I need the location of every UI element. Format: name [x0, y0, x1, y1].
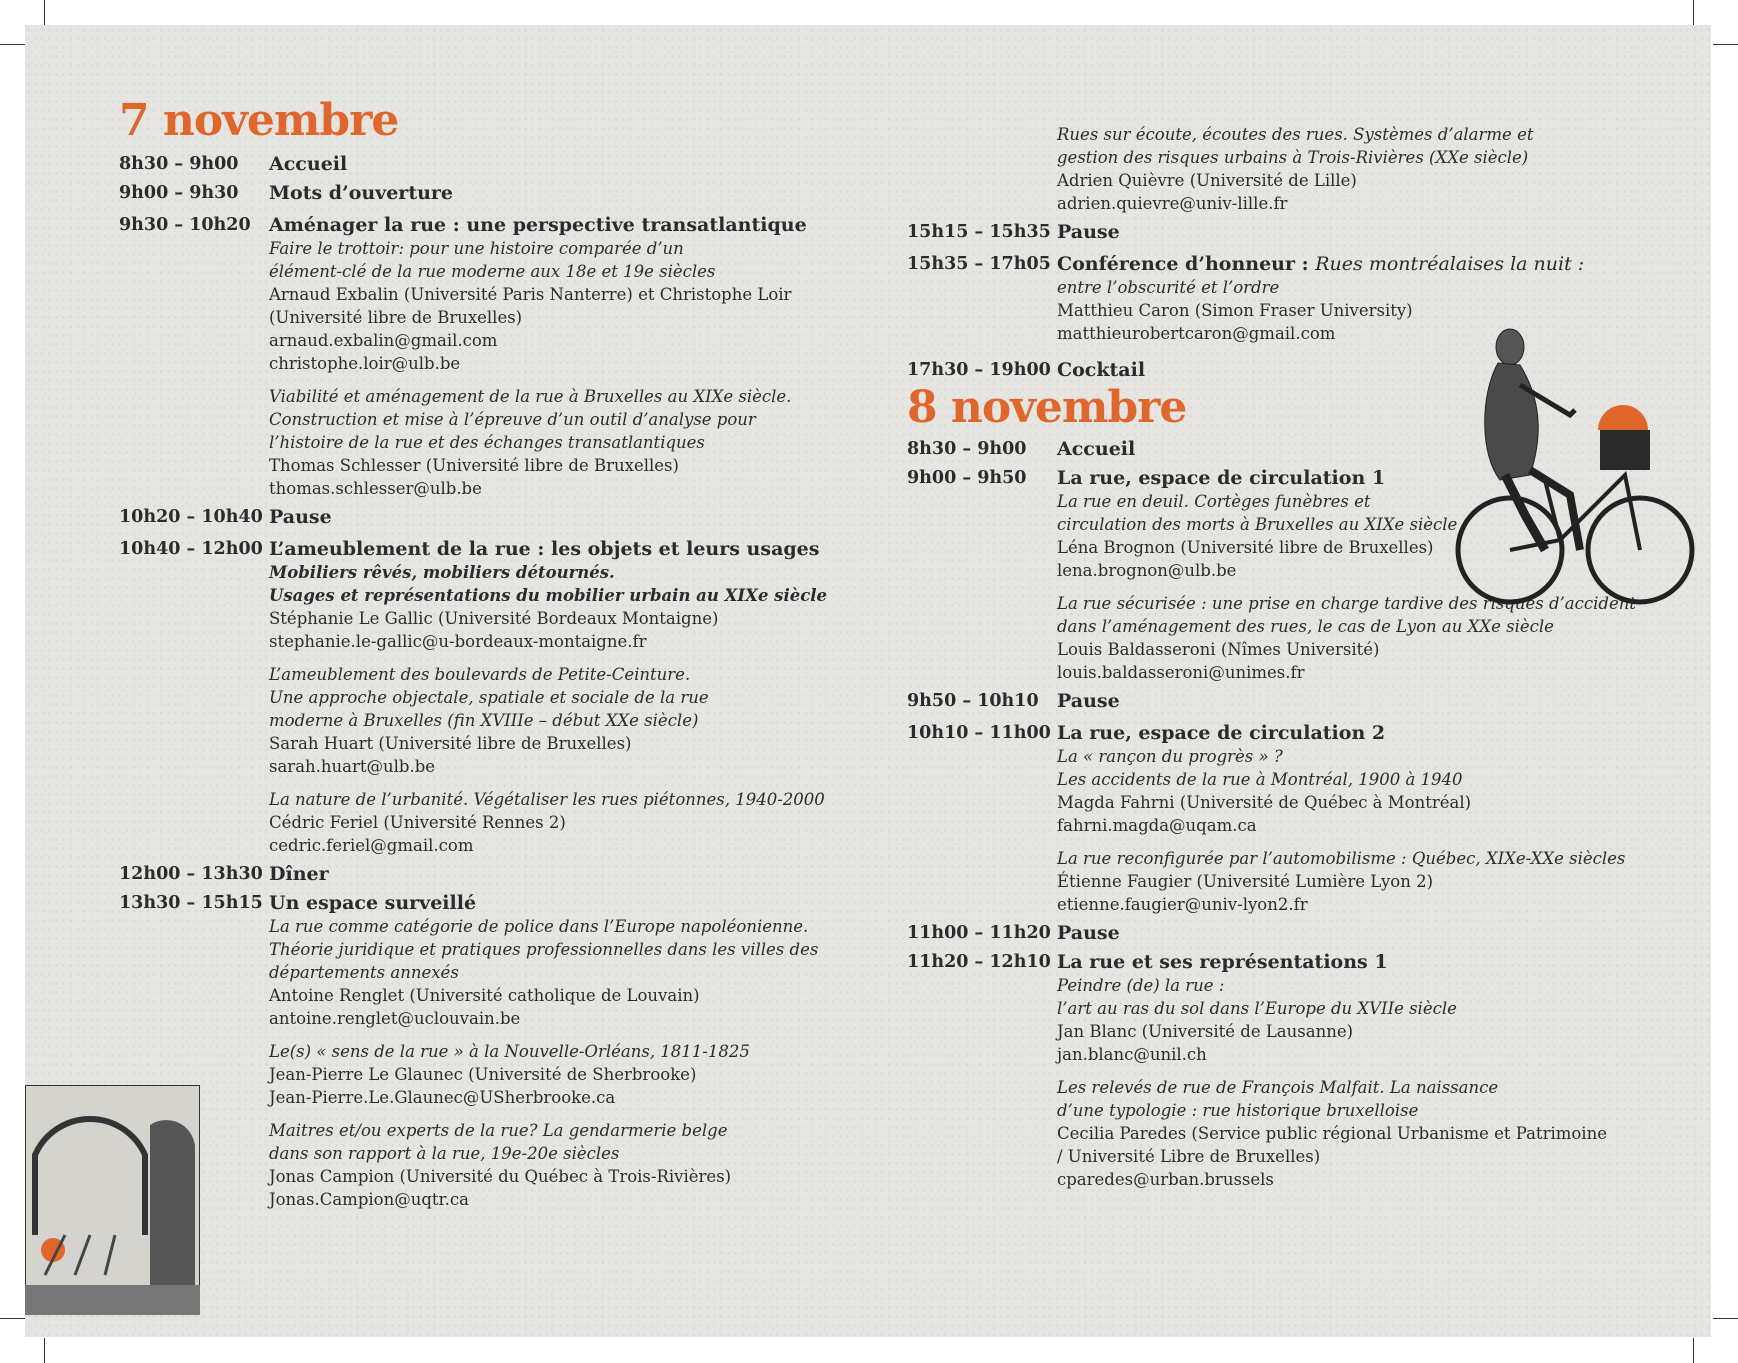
session-row	[119, 214, 839, 500]
speaker: Sarah Huart (Université libre de Bruxelles)	[269, 734, 632, 754]
talk-title: La rue en deuil. Cortèges funèbres et	[1057, 492, 1371, 512]
talk-title: circulation des morts à Bruxelles au XIXe siècle	[1057, 515, 1458, 535]
speaker: Cecilia Paredes (Service public régional Urbanisme et Patrimoine	[1057, 1124, 1607, 1144]
talk-title: dans son rapport à la rue, 19e-20e siècles	[269, 1144, 620, 1164]
session-title: Un espace surveillé	[269, 892, 477, 915]
speaker: Thomas Schlesser (Université libre de Bruxelles)	[269, 456, 679, 476]
talk-entry	[269, 1040, 839, 1109]
crop-mark	[1693, 1338, 1694, 1363]
email-link[interactable]: christophe.loir@ulb.be	[269, 354, 461, 374]
speaker: Jan Blanc (Université de Lausanne)	[1057, 1022, 1354, 1042]
session-time: 10h20 – 10h40	[119, 507, 263, 528]
talk-title: Faire le trottoir: pour une histoire comparée d’un	[269, 239, 684, 259]
session-row	[907, 951, 1687, 1191]
crop-mark	[44, 0, 45, 25]
speaker: Étienne Faugier (Université Lumière Lyon 2)	[1057, 872, 1434, 892]
talk-title: Rues sur écoute, écoutes des rues. Systèmes d’alarme et	[1057, 125, 1534, 144]
session-title: Pause	[269, 506, 332, 529]
email-link[interactable]: jan.blanc@unil.ch	[1057, 1045, 1207, 1065]
session-row	[119, 538, 839, 857]
talk-title: l’art au ras du sol dans l’Europe du XVIIe siècle	[1057, 999, 1457, 1019]
email-link[interactable]: cedric.feriel@gmail.com	[269, 836, 474, 856]
session-time: 11h20 – 12h10	[907, 952, 1051, 973]
session-title: La rue, espace de circulation 1	[1057, 467, 1386, 490]
email-link[interactable]: lena.brognon@ulb.be	[1057, 561, 1237, 581]
talk-title: La rue sécurisée : une prise en charge tardive des risques d’accident	[1057, 594, 1636, 614]
talk-title: Viabilité et aménagement de la rue à Bruxelles au XIXe siècle.	[269, 387, 792, 407]
session-title: Dîner	[269, 863, 329, 886]
talk-title: Peindre (de) la rue :	[1057, 976, 1225, 996]
email-link[interactable]: thomas.schlesser@ulb.be	[269, 479, 482, 499]
session-row	[907, 722, 1687, 916]
email-link[interactable]: arnaud.exbalin@gmail.com	[269, 331, 498, 351]
session-row	[907, 123, 1687, 215]
session-time: 9h50 – 10h10	[907, 691, 1039, 712]
talk-title: Les accidents de la rue à Montréal, 1900 à 1940	[1057, 770, 1463, 790]
session-row	[119, 182, 839, 205]
session-time: 9h00 – 9h50	[907, 468, 1027, 489]
session-time: 9h30 – 10h20	[119, 215, 251, 236]
session-time: 8h30 – 9h00	[907, 439, 1027, 460]
talk-entry	[1057, 974, 1687, 1066]
cyclist-illustration	[1450, 305, 1700, 625]
talk-title: La « rançon du progrès » ?	[1057, 747, 1283, 767]
crop-mark	[0, 1318, 25, 1319]
speaker: / Université Libre de Bruxelles)	[1057, 1147, 1321, 1167]
crop-mark	[1713, 44, 1738, 45]
session-title: Cocktail	[1057, 359, 1146, 381]
session-title: Mots d’ouverture	[269, 182, 454, 205]
email-link[interactable]: adrien.quievre@univ-lille.fr	[1057, 194, 1288, 213]
session-time: 15h35 – 17h05	[907, 254, 1051, 274]
talk-title: élément-clé de la rue moderne aux 18e et 19e siècles	[269, 262, 716, 282]
speaker: Stéphanie Le Gallic (Université Bordeaux Montaigne)	[269, 609, 719, 629]
talk-title: dans l’aménagement des rues, le cas de Lyon au XXe siècle	[1057, 617, 1554, 637]
email-link[interactable]: etienne.faugier@univ-lyon2.fr	[1057, 895, 1308, 915]
talk-title: Théorie juridique et pratiques professionnelles dans les villes des	[269, 940, 819, 960]
session-time: 11h00 – 11h20	[907, 923, 1051, 944]
etching-illustration	[25, 1085, 200, 1315]
session-time: 12h00 – 13h30	[119, 864, 263, 885]
talk-title: départements annexés	[269, 963, 459, 983]
talk-entry	[1057, 745, 1687, 837]
speaker: Cédric Feriel (Université Rennes 2)	[269, 813, 566, 833]
session-time: 13h30 – 15h15	[119, 893, 263, 914]
session-row	[907, 690, 1687, 713]
session-title-label: Conférence d’honneur :	[1057, 253, 1309, 275]
talk-entry	[1057, 847, 1687, 916]
email-link[interactable]: louis.baldasseroni@unimes.fr	[1057, 663, 1305, 683]
talk-title: moderne à Bruxelles (fin XVIIIe – début XXe siècle)	[269, 711, 699, 731]
session-time: 9h00 – 9h30	[119, 183, 239, 204]
session-title: La rue, espace de circulation 2	[1057, 722, 1386, 745]
talk-title: La nature de l’urbanité. Végétaliser les rues piétonnes, 1940-2000	[269, 790, 825, 810]
email-link[interactable]: Jonas.Campion@uqtr.ca	[269, 1190, 469, 1210]
talk-entry	[1057, 123, 1687, 215]
talk-entry	[269, 663, 839, 778]
session-row	[119, 153, 839, 176]
day1-continued-column	[907, 123, 1687, 1191]
session-title: Pause	[1057, 690, 1120, 713]
session-row	[907, 221, 1687, 244]
talk-title: La rue reconfigurée par l’automobilisme : Québec, XIXe-XXe siècles	[1057, 849, 1626, 869]
speaker: Léna Brognon (Université libre de Bruxelles)	[1057, 538, 1434, 558]
talk-title: Les relevés de rue de François Malfait. La naissance	[1057, 1078, 1499, 1098]
session-title: Pause	[1057, 922, 1120, 945]
talk-title: l’histoire de la rue et des échanges transatlantiques	[269, 433, 705, 453]
email-link[interactable]: sarah.huart@ulb.be	[269, 757, 436, 777]
session-title: La rue et ses représentations 1	[1057, 951, 1388, 974]
speaker: Matthieu Caron (Simon Fraser University)	[1057, 301, 1413, 320]
talk-title: La rue comme catégorie de police dans l’Europe napoléonienne.	[269, 917, 809, 937]
talk-title: Usages et représentations du mobilier urbain au XIXe siècle	[269, 586, 828, 606]
talk-entry	[269, 385, 839, 500]
crop-mark	[44, 1338, 45, 1363]
speaker: Louis Baldasseroni (Nîmes Université)	[1057, 640, 1380, 660]
talk-title: Une approche objectale, spatiale et sociale de la rue	[269, 688, 709, 708]
session-row	[119, 863, 839, 886]
session-time: 10h10 – 11h00	[907, 723, 1051, 744]
session-time: 10h40 – 12h00	[119, 539, 263, 560]
email-link[interactable]: matthieurobertcaron@gmail.com	[1057, 324, 1336, 343]
day2-title: 8 novembre	[907, 382, 1187, 433]
crop-mark	[1693, 0, 1694, 25]
session-time: 17h30 – 19h00	[907, 360, 1051, 380]
session-time: 8h30 – 9h00	[119, 154, 239, 175]
email-link[interactable]: stephanie.le-gallic@u-bordeaux-montaigne.fr	[269, 632, 647, 652]
email-link[interactable]: antoine.renglet@uclouvain.be	[269, 1009, 521, 1029]
talk-title: d’une typologie : rue historique bruxelloise	[1057, 1101, 1419, 1121]
talk-title: Construction et mise à l’épreuve d’un outil d’analyse pour	[269, 410, 756, 430]
email-link[interactable]: cparedes@urban.brussels	[1057, 1170, 1274, 1190]
crop-mark	[1713, 1318, 1738, 1319]
email-link[interactable]: fahrni.magda@uqam.ca	[1057, 816, 1257, 836]
talk-title: L’ameublement des boulevards de Petite-Ceinture.	[269, 665, 691, 685]
session-row	[119, 892, 839, 1211]
crop-mark	[0, 44, 25, 45]
speaker: Antoine Renglet (Université catholique de Louvain)	[269, 986, 700, 1006]
session-title: Pause	[1057, 221, 1120, 243]
talk-entry	[269, 561, 839, 653]
speaker: (Université libre de Bruxelles)	[269, 308, 523, 328]
session-row	[907, 922, 1687, 945]
program-sheet	[25, 25, 1711, 1337]
email-link[interactable]: Jean-Pierre.Le.Glaunec@USherbrooke.ca	[269, 1088, 616, 1108]
session-title: L’ameublement de la rue : les objets et leurs usages	[269, 538, 820, 561]
talk-entry	[269, 1119, 839, 1211]
talk-entry	[269, 915, 839, 1030]
session-row	[119, 506, 839, 529]
session-title: Accueil	[1057, 438, 1136, 461]
talk-entry	[269, 237, 839, 375]
day1-column	[119, 97, 839, 1211]
talk-title: gestion des risques urbains à Trois-Rivières (XXe siècle)	[1057, 148, 1529, 167]
day1-title: 7 novembre	[119, 95, 399, 146]
talk-title: Maitres et/ou experts de la rue? La gendarmerie belge	[269, 1121, 728, 1141]
speaker: Arnaud Exbalin (Université Paris Nanterre) et Christophe Loir	[269, 285, 792, 305]
talk-entry	[269, 788, 839, 857]
speaker: Magda Fahrni (Université de Québec à Montréal)	[1057, 793, 1472, 813]
session-title	[1057, 253, 1687, 276]
session-title: Accueil	[269, 153, 348, 176]
session-time: 15h15 – 15h35	[907, 222, 1051, 242]
speaker: Jean-Pierre Le Glaunec (Université de Sherbrooke)	[269, 1065, 697, 1085]
speaker: Jonas Campion (Université du Québec à Trois-Rivières)	[269, 1167, 732, 1187]
talk-entry	[1057, 1076, 1687, 1191]
speaker: Adrien Quièvre (Université de Lille)	[1057, 171, 1357, 190]
talk-title: Rues montréalaises la nuit :	[1315, 253, 1585, 275]
session-title: Aménager la rue : une perspective transatlantique	[269, 214, 807, 237]
talk-title: Le(s) « sens de la rue » à la Nouvelle-Orléans, 1811-1825	[269, 1042, 750, 1062]
talk-title: Mobiliers rêvés, mobiliers détournés.	[269, 563, 615, 583]
talk-title: entre l’obscurité et l’ordre	[1057, 278, 1280, 297]
